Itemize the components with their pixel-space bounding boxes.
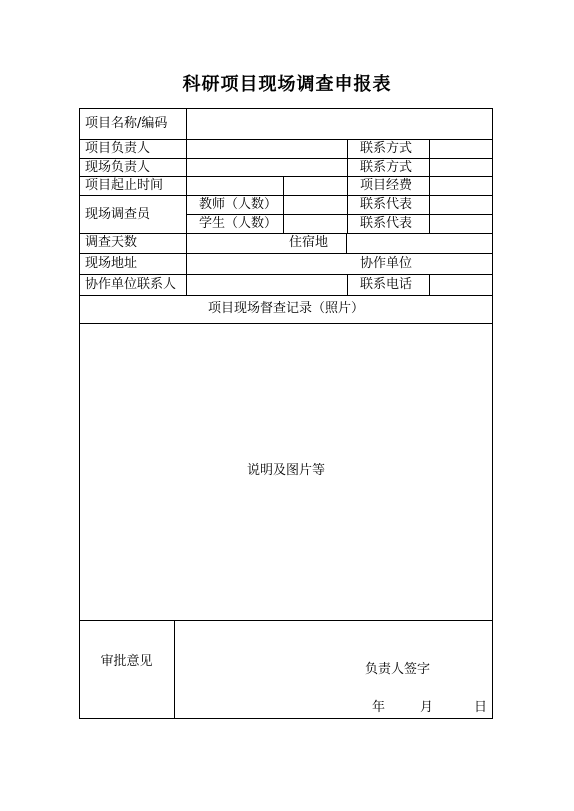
label-site-leader: 现场负责人: [85, 160, 151, 175]
label-contact-rep: 联系代表: [360, 216, 413, 231]
col-line: [429, 139, 430, 233]
date-month: 月: [420, 700, 434, 715]
row-line: [79, 274, 493, 275]
date-day: 日: [474, 700, 488, 715]
row-line: [79, 139, 493, 140]
label-students-count: 学生（人数）: [199, 216, 278, 231]
row-line: [186, 214, 493, 215]
row-line: [79, 158, 493, 159]
date-year: 年: [372, 700, 386, 715]
label-contact-phone: 联系电话: [360, 277, 413, 292]
label-approval-opinion: 审批意见: [100, 654, 153, 669]
border-right: [492, 108, 493, 719]
col-line: [346, 233, 347, 253]
record-note: 说明及图片等: [246, 463, 325, 478]
label-project-leader: 项目负责人: [85, 141, 151, 156]
label-contact-method: 联系方式: [360, 141, 413, 156]
label-project-funding: 项目经费: [360, 178, 413, 193]
label-site-investigators: 现场调查员: [85, 207, 151, 222]
label-cooperating-unit: 协作单位: [360, 256, 413, 271]
row-line: [79, 233, 493, 234]
label-cooperating-contact: 协作单位联系人: [85, 277, 177, 292]
row-line: [79, 620, 493, 621]
label-contact-rep: 联系代表: [360, 197, 413, 212]
label-site-address: 现场地址: [85, 256, 138, 271]
border-left: [79, 108, 80, 719]
row-line: [79, 195, 493, 196]
application-form-table: [79, 108, 493, 719]
form-title: 科研项目现场调查申报表: [182, 74, 392, 95]
row-line: [79, 295, 493, 296]
col-line: [429, 274, 430, 295]
col-line: [347, 274, 348, 295]
label-project-period: 项目起止时间: [85, 178, 164, 193]
row-line: [79, 323, 493, 324]
section-heading-record: 项目现场督查记录（照片）: [207, 301, 364, 316]
label-contact-method: 联系方式: [360, 160, 413, 175]
col-line: [283, 176, 284, 233]
label-signature: 负责人签字: [365, 662, 431, 677]
col-line: [174, 620, 175, 719]
row-line: [79, 253, 493, 254]
border-top: [79, 108, 493, 109]
col-line: [347, 176, 348, 233]
border-bottom: [79, 718, 493, 719]
label-survey-days: 调查天数: [85, 235, 138, 250]
col-line: [347, 139, 348, 176]
label-project-name-code: 项目名称/编码: [85, 116, 168, 131]
row-line: [79, 176, 493, 177]
label-teachers-count: 教师（人数）: [199, 197, 278, 212]
col-line: [186, 108, 187, 295]
label-accommodation: 住宿地: [289, 235, 329, 250]
